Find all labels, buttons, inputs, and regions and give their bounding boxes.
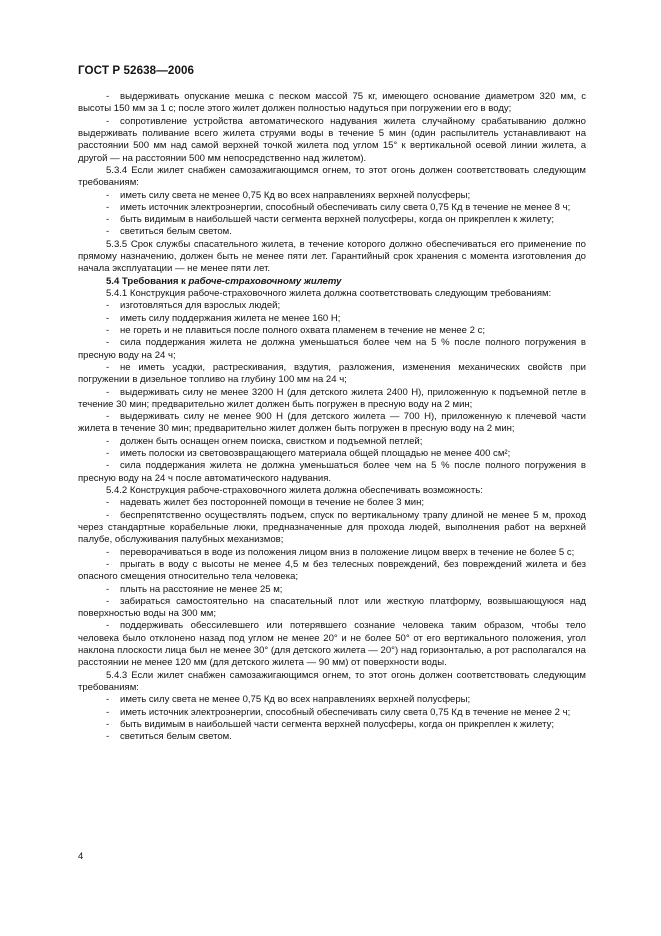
list-item-text: быть видимым в наибольшей части сегмента верхней полусферы, когда он прикреплен к жилету; (120, 718, 555, 730)
list-dash: - (106, 595, 110, 607)
list-item-text: плыть на расстояние не менее 25 м; (120, 583, 283, 595)
list-item (78, 313, 586, 325)
list-dash: - (106, 460, 110, 472)
list-item-text: выдерживать опускание мешка с песком массой 75 кг, имеющего основание диаметром 320 мм, с высоты 150 мм за 1 с; после этого жилет должен полностью надуться при погружении его в воду; (78, 91, 586, 115)
list-dash: - (106, 706, 110, 718)
list-item (78, 719, 586, 731)
list-item-text: выдерживать силу не менее 900 Н (для детского жилета — 700 Н), приложенную к плечевой части жилета в течение 30 мин; предварительно жилет должен быть погружен в пресную воду на 2 мин; (78, 411, 586, 435)
list-item (78, 694, 586, 706)
list-item (78, 214, 586, 226)
document-header: ГОСТ Р 52638—2006 (78, 64, 195, 77)
list-item-text: прыгать в воду с высоты не менее 4,5 м без телесных повреждений, без повреждений жилета и без опасного смещения относительно тела человека; (78, 558, 586, 583)
list-item-text: иметь силу света не менее 0,75 Кд во всех направлениях верхней полусферы; (120, 694, 471, 706)
list-item (78, 91, 586, 116)
list-dash: - (106, 718, 110, 730)
list-item (78, 596, 586, 621)
list-item-text: не гореть и не плавиться после полного охвата пламенем в течение не менее 2 с; (120, 324, 486, 336)
list-dash: - (106, 214, 110, 226)
list-item (78, 460, 586, 485)
list-item-text: выдерживать силу не менее 3200 Н (для детского жилета 2400 Н), приложенную к подъемной петле в течение 30 мин; предварительно жилет должен быть погружен в пресную воду на 2 мин; (78, 386, 586, 410)
list-dash: - (106, 620, 110, 632)
list-item-text: изготовляться для взрослых людей; (120, 300, 281, 312)
list-item-text: надевать жилет без посторонней помощи в течение не более 3 мин; (120, 497, 425, 509)
list-dash: - (106, 201, 110, 213)
list-item-text: должен быть оснащен огнем поиска, свистком и подъемной петлей; (120, 435, 423, 447)
clause-paragraph: 5.4.1 Конструкция рабоче-страховочного жилета должна соответствовать следующим требованиям: (106, 288, 552, 299)
list-dash: - (106, 91, 110, 102)
list-item (78, 448, 586, 460)
list-dash: - (106, 337, 110, 349)
list-dash: - (106, 546, 110, 558)
list-item-text: беспрепятственно осуществлять подъем, спуск по вертикальному трапу длиной не менее 5 м, проход через стандартные корабельные люки, предназначенные для прохода людей, выполнения работ на верхней палубе, обслуживания палубных механизмов; (78, 509, 586, 546)
list-dash: - (106, 361, 110, 373)
list-dash: - (106, 115, 110, 127)
list-item (78, 190, 586, 202)
list-item-text: иметь источник электроэнергии, способный обеспечивать силу света 0,75 Кд в течение не менее 8 ч; (120, 201, 571, 213)
list-item-text: сила поддержания жилета не должна уменьшаться более чем на 5 % после полного погружения в пресную воду на 24 ч после автоматического надувания. (78, 460, 586, 484)
list-dash: - (106, 386, 110, 398)
list-dash: - (106, 509, 110, 521)
list-item (78, 510, 586, 547)
list-item-text: сопротивление устройства автоматического надувания жилета случайному срабатыванию должно выдерживать поливание всего жилета струями воды в течение 5 мин (один распылитель устанавливают на расстоянии 500 мм над самой верхней точкой жилета под углом 15° к вертикальной осевой линии жилета, а другой — на расстоянии 500 мм непосредственно над жилетом). (78, 115, 586, 164)
list-item-text: переворачиваться в воде из положения лицом вниз в положение лицом вверх в течение не более 5 с; (120, 546, 575, 558)
list-dash: - (106, 731, 110, 743)
list-item-text: сила поддержания жилета не должна уменьшаться более чем на 5 % после полного погружения в пресную воду на 24 ч; (78, 337, 586, 361)
list-item (78, 547, 586, 559)
list-item-text: иметь силу поддержания жилета не менее 160 Н; (120, 312, 341, 324)
list-dash: - (106, 411, 110, 423)
list-item (78, 436, 586, 448)
list-dash: - (106, 189, 110, 201)
list-item-text: светиться белым светом. (120, 731, 232, 743)
list-item (78, 559, 586, 584)
clause-paragraph: 5.4.2 Конструкция рабоче-страховочного жилета должна обеспечивать возможность: (106, 485, 483, 496)
list-dash: - (106, 435, 110, 447)
list-dash: - (106, 583, 110, 595)
clause-paragraph: 5.3.5 Срок службы спасательного жилета, в течение которого должно обеспечиваться его применение по прямому назначению, должен быть не менее пяти лет. Гарантийный срок хранения с момента изготовления до начала эксплуатации — не менее пяти лет. (78, 238, 586, 275)
list-item (78, 226, 586, 238)
list-item-text: иметь силу света не менее 0,75 Кд во всех направлениях верхней полусферы; (120, 189, 471, 201)
section-heading (78, 276, 586, 288)
list-item-text: не иметь усадки, растрескивания, вздутия, разложения, изменения механических свойств при погружении в дизельное топливо на глубину 100 мм на 24 ч; (78, 361, 586, 386)
list-item (78, 584, 586, 596)
clause-paragraph: 5.3.4 Если жилет снабжен самозажигающимся огнем, то этот огонь должен соответствовать следующим требованиям: (78, 164, 586, 189)
list-dash: - (106, 312, 110, 324)
list-item (78, 202, 586, 214)
list-item-text: быть видимым в наибольшей части сегмента верхней полусферы, когда он прикреплен к жилету; (120, 214, 555, 226)
list-item-text: иметь полоски из световозвращающего материала общей площадью не менее 400 см²; (120, 448, 511, 460)
list-dash: - (106, 558, 110, 570)
page-number: 4 (78, 851, 84, 862)
clause-paragraph: 5.4.3 Если жилет снабжен самозажигающимся огнем, то этот огонь должен соответствовать следующим требованиям: (78, 669, 586, 693)
list-dash: - (106, 448, 110, 460)
list-item (78, 731, 586, 743)
list-item (78, 337, 586, 362)
list-dash: - (106, 300, 110, 312)
section-heading-title: рабоче-страховочному жилету (188, 275, 342, 287)
list-item-text: светиться белым светом. (120, 226, 232, 238)
document-body (78, 91, 586, 744)
list-dash: - (106, 497, 110, 509)
list-item (78, 411, 586, 436)
list-item (78, 497, 586, 509)
list-item-text: поддерживать обессилевшего или потерявшего сознание человека таким образом, чтобы тело человека было отклонено назад под углом не менее 20° и не более 50° от его вертикального положения, угол наклона плоскости лица был не менее 30° (для детского жилета — 20°) над горизонталью, а рот располагался на расстоянии не менее 120 мм (для детского жилета — 90 мм) от поверхности воды. (78, 620, 586, 669)
list-dash: - (106, 324, 110, 336)
list-item (78, 620, 586, 669)
list-dash: - (106, 694, 110, 706)
list-item (78, 707, 586, 719)
list-item (78, 116, 586, 165)
list-item-text: забираться самостоятельно на спасательный плот или жесткую платформу, возвышающуюся над поверхностью воды на 300 мм; (78, 595, 586, 620)
list-item (78, 300, 586, 312)
section-heading-number: 5.4 Требования к (106, 275, 189, 287)
list-item (78, 387, 586, 412)
list-item (78, 325, 586, 337)
list-item (78, 362, 586, 387)
list-item-text: иметь источник электроэнергии, способный обеспечивать силу света 0,75 Кд в течение не менее 2 ч; (120, 706, 571, 718)
list-dash: - (106, 226, 110, 238)
